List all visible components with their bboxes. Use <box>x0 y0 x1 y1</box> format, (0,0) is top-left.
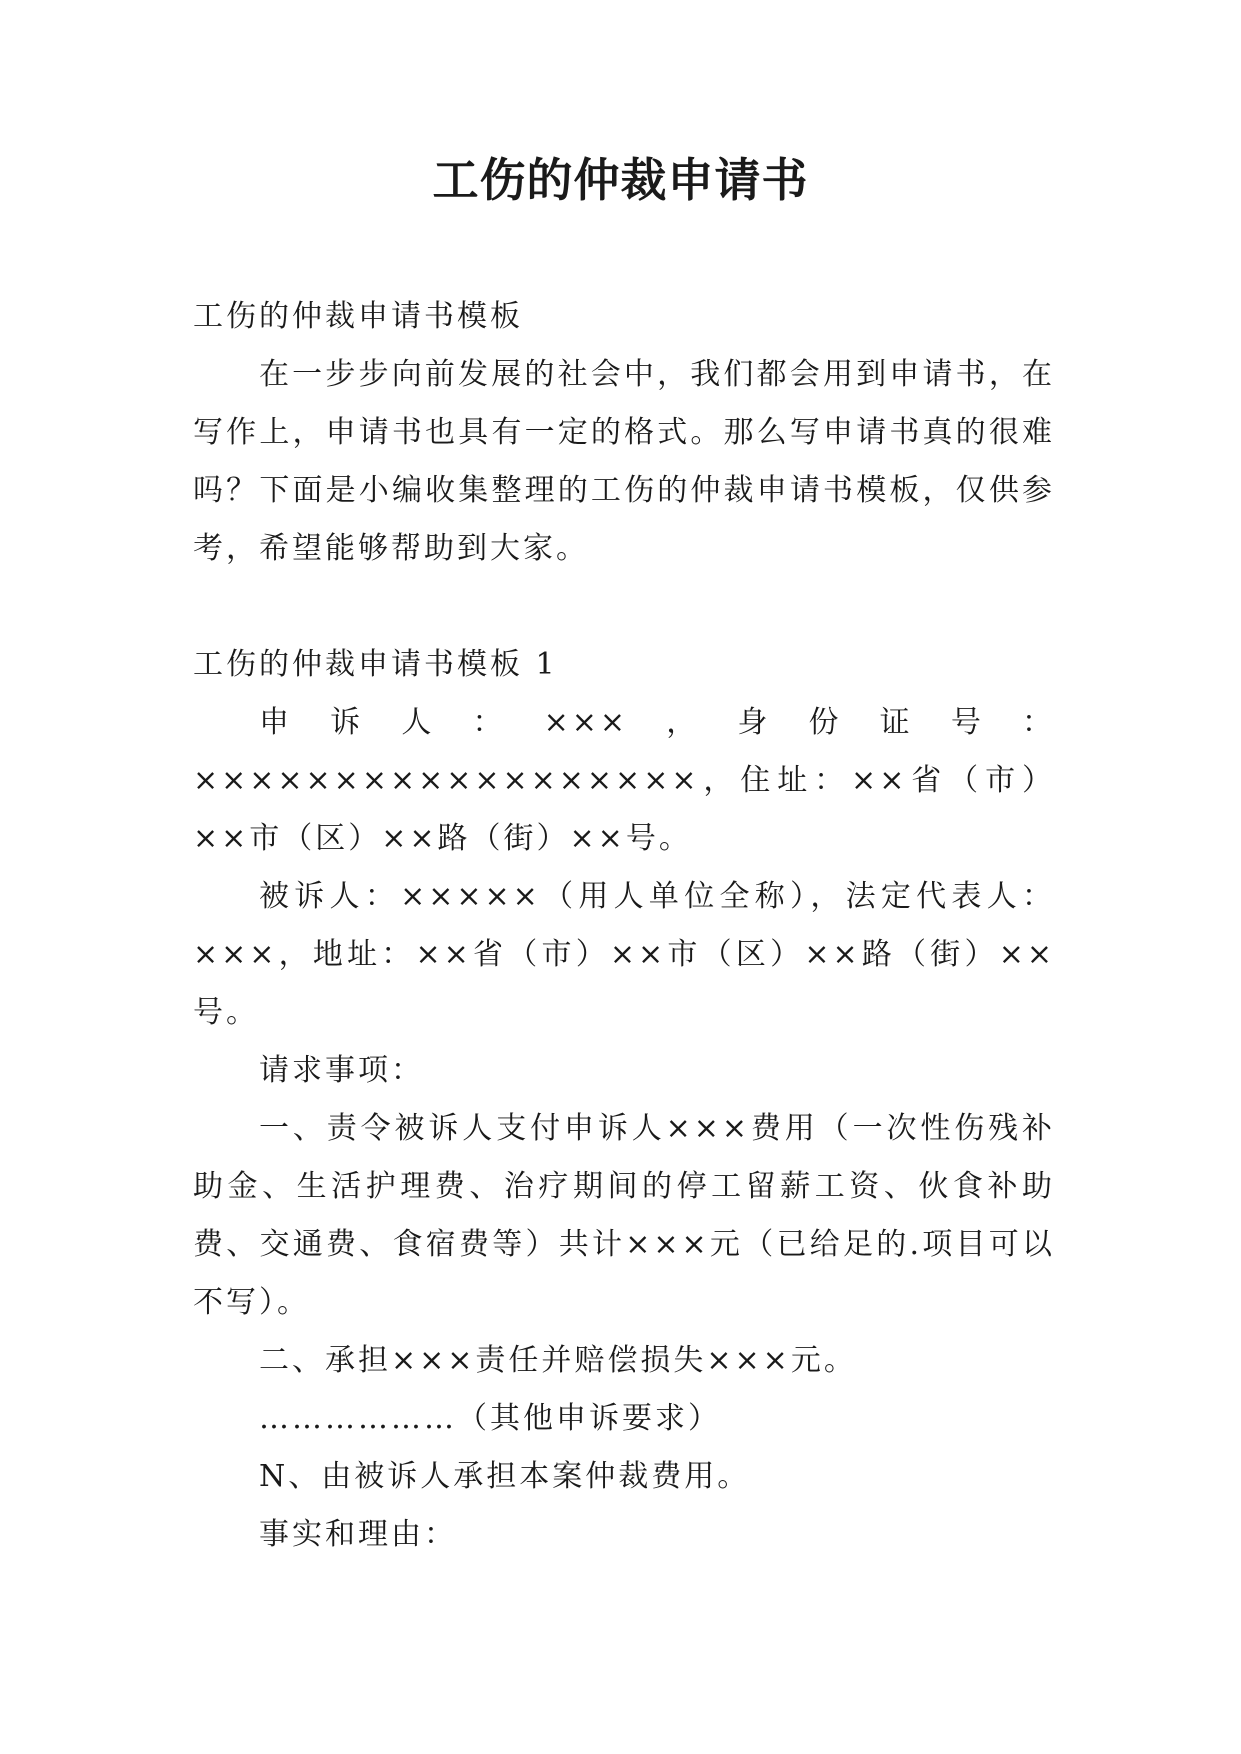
paragraph-gap <box>193 578 1055 636</box>
request-item-2: 二、承担×××责任并赔偿损失×××元。 <box>259 1343 857 1378</box>
requests-label: 请求事项： <box>259 1053 424 1088</box>
complainant-paragraph: 申诉人：×××，身份证号：××××××××××××××××××，住址：××省（市）××市（区）××路（街）××号。 <box>193 705 1055 856</box>
respondent-paragraph: 被诉人：×××××（用人单位全称），法定代表人：×××，地址：××省（市）××市（区）××路（街）××号。 <box>193 879 1055 1030</box>
template1-heading: 工伤的仲裁申请书模板 1 <box>193 647 558 682</box>
template-subtitle: 工伤的仲裁申请书模板 <box>193 299 523 334</box>
request-item-1: 一、责令被诉人支付申诉人×××费用（一次性伤残补助金、生活护理费、治疗期间的停工留薪工资、伙食补助费、交通费、食宿费等）共计×××元（已给足的.项目可以不写）。 <box>193 1111 1055 1320</box>
document-title: 工伤的仲裁申请书 <box>432 153 809 207</box>
document-body <box>193 288 1055 1564</box>
intro-paragraph: 在一步步向前发展的社会中，我们都会用到申请书，在写作上，申请书也具有一定的格式。那么写申请书真的很难吗？下面是小编收集整理的工伤的仲裁申请书模板，仅供参考，希望能够帮助到大家。 <box>193 357 1055 566</box>
request-item-n: N、由被诉人承担本案仲裁费用。 <box>259 1459 751 1494</box>
request-item-other: ………………（其他申诉要求） <box>259 1401 721 1436</box>
facts-label: 事实和理由： <box>259 1517 457 1552</box>
